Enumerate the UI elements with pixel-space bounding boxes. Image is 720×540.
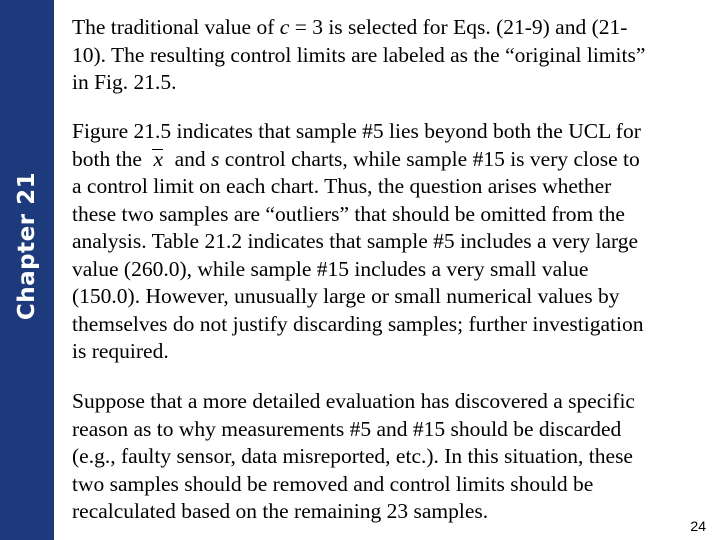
paragraph-3-line-1: Suppose that a more detailed evaluation has discovered a specific xyxy=(72,389,635,413)
paragraph-2-line-2 xyxy=(72,146,714,174)
variable-c: c xyxy=(279,15,290,39)
x-bar-symbol: x xyxy=(147,146,169,174)
paragraph-2-line-1: Figure 21.5 indicates that sample #5 lies beyond both the UCL for xyxy=(72,119,641,143)
paragraph-3-line-4: two samples should be removed and control limits should be xyxy=(72,471,594,496)
paragraph-3-line-3: (e.g., faulty sensor, data misreported, etc.). In this situation, these xyxy=(72,444,633,468)
paragraph-1-line-3: in Fig. 21.5. xyxy=(72,70,177,94)
text-run: = 3 is selected for Eqs. (21-9) and (21- xyxy=(289,15,628,39)
text-run: and xyxy=(169,146,212,171)
paragraph-3 xyxy=(72,388,714,526)
chapter-sidebar xyxy=(0,0,54,540)
paragraph-2-line-6: value (260.0), while sample #15 includes a very small value xyxy=(72,256,589,281)
paragraph-3-line-2: reason as to why measurements #5 and #15 should be discarded xyxy=(72,416,622,441)
paragraph-2-line-5: analysis. Table 21.2 indicates that sample #5 includes a very large xyxy=(72,229,639,253)
page-number: 24 xyxy=(690,518,706,534)
paragraph-1-line-1 xyxy=(72,14,714,42)
text-run: The traditional value of xyxy=(72,15,280,39)
paragraph-1 xyxy=(72,14,714,97)
paragraph-2-line-7: (150.0). However, unusually large or small numerical values by xyxy=(72,284,620,308)
paragraph-2-line-4: these two samples are “outliers” that should be omitted from the xyxy=(72,201,625,226)
text-run: control charts, while sample #15 is very close to xyxy=(219,146,640,171)
paragraph-2-line-9: is required. xyxy=(72,339,169,363)
chapter-label: Chapter 21 xyxy=(14,171,40,321)
variable-s: s xyxy=(211,146,220,171)
paragraph-2-line-3: a control limit on each chart. Thus, the question arises whether xyxy=(72,174,612,198)
paragraph-2-line-8: themselves do not justify discarding samples; further investigation xyxy=(72,311,644,336)
paragraph-1-line-2: 10). The resulting control limits are labeled as the “original limits” xyxy=(72,42,646,67)
text-run: both the xyxy=(72,146,142,171)
paragraph-2 xyxy=(72,118,714,366)
paragraph-3-line-5: recalculated based on the remaining 23 samples. xyxy=(72,499,489,523)
